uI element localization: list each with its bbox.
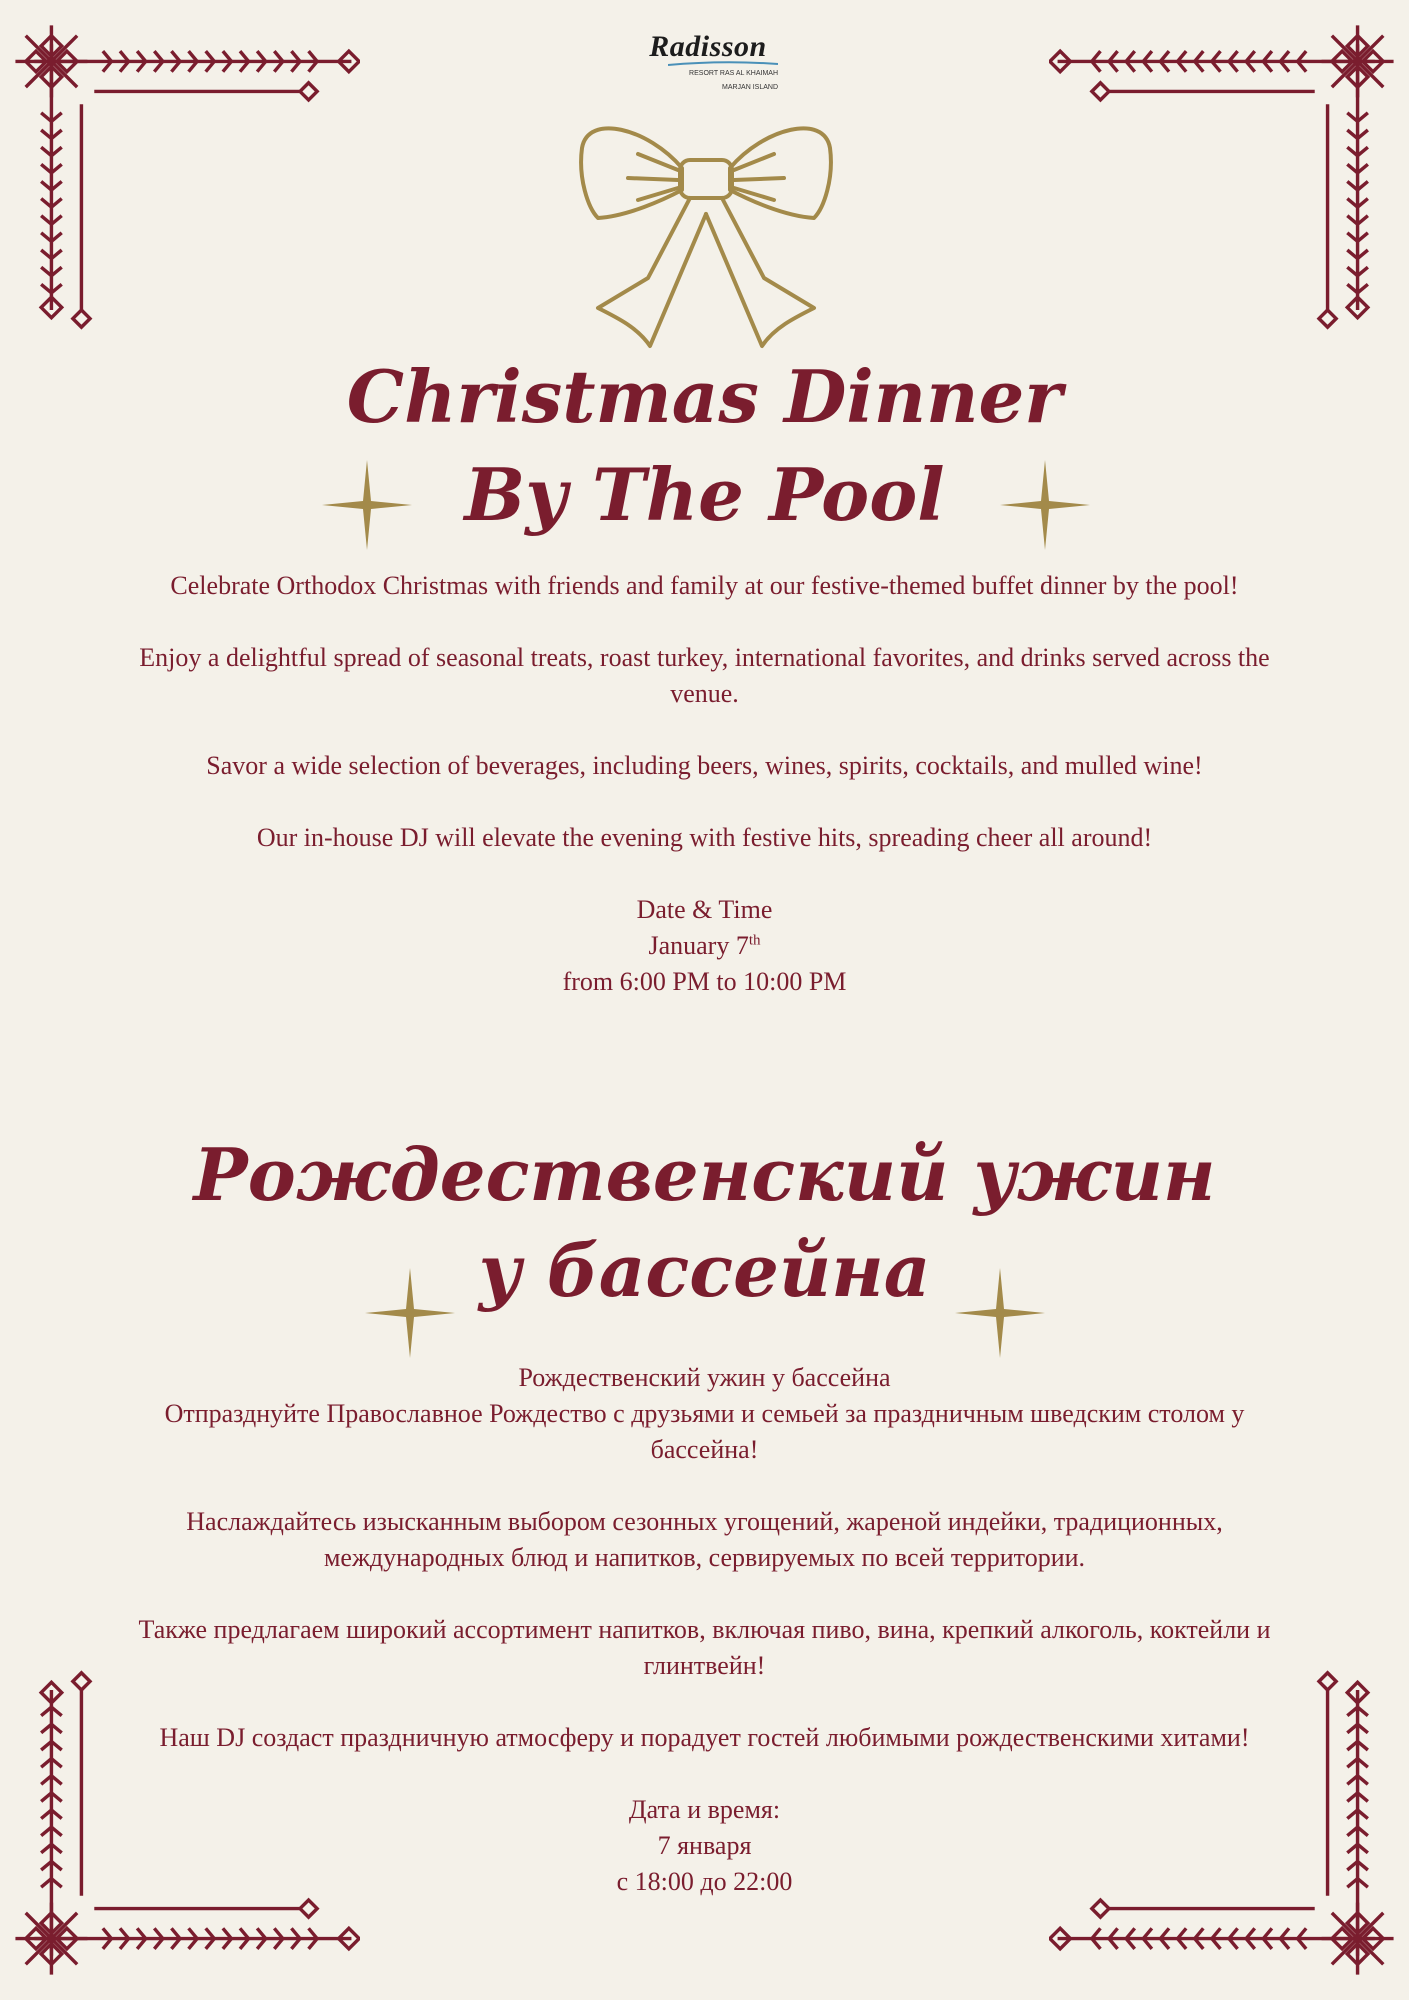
russian-description [130, 1360, 1279, 1900]
english-paragraph-3: Savor a wide selection of beverages, including beers, wines, spirits, cocktails, and mulled wine! [206, 751, 1203, 780]
russian-paragraph-1: Отпразднуйте Православное Рождество с друзьями и семьей за праздничным шведским столом у бассейна! [164, 1399, 1245, 1464]
sparkle-star-icon [322, 460, 412, 550]
english-date-suffix: th [748, 932, 761, 949]
corner-ornament-top-left [0, 0, 360, 380]
radisson-logo [628, 30, 788, 90]
sparkle-star-icon [955, 1268, 1045, 1358]
russian-date-heading: Дата и время: [628, 1795, 781, 1824]
russian-date: 7 января [657, 1831, 752, 1860]
sparkle-star-icon [365, 1268, 455, 1358]
english-paragraph-2: Enjoy a delightful spread of seasonal treats, roast turkey, international favorites, and drinks served across the venue. [139, 643, 1270, 708]
english-date-heading: Date & Time [636, 895, 773, 924]
snowflake-border-icon [0, 0, 360, 380]
russian-paragraph-3: Также предлагаем широкий ассортимент напитков, включая пиво, вина, крепкий алкоголь, коктейли и глинтвейн! [138, 1615, 1271, 1680]
gift-bow-icon [578, 118, 834, 354]
title-english-line2: By The Pool [464, 452, 945, 537]
sparkle-star-icon [1000, 460, 1090, 550]
logo-subtitle-line1: RESORT RAS AL KHAIMAH [689, 70, 778, 77]
corner-ornament-top-right [1049, 0, 1409, 380]
english-date-value: January 7 [648, 931, 749, 960]
russian-paragraph-4: Наш DJ создаст праздничную атмосферу и порадует гостей любимыми рождественскими хитами! [159, 1723, 1250, 1752]
russian-time: с 18:00 до 22:00 [616, 1867, 793, 1896]
title-russian-line1: Рождественский ужин [193, 1132, 1216, 1217]
title-english-line1: Christmas Dinner [346, 354, 1063, 439]
english-time: from 6:00 PM to 10:00 PM [562, 967, 847, 996]
logo-swoosh-icon [668, 61, 778, 67]
logo-wordmark: Radisson [649, 30, 767, 63]
snowflake-border-icon [1049, 0, 1409, 380]
english-paragraph-4: Our in-house DJ will elevate the evening with festive hits, spreading cheer all around! [256, 823, 1153, 852]
title-russian-line2: у бассейна [478, 1228, 931, 1313]
english-date [130, 928, 1279, 964]
english-paragraph-1: Celebrate Orthodox Christmas with friends and family at our festive-themed buffet dinner by the pool! [170, 571, 1239, 600]
russian-paragraph-2: Наслаждайтесь изысканным выбором сезонных угощений, жареной индейки, традиционных, международных блюд и напитков, сервируемых по всей территории. [186, 1507, 1223, 1572]
russian-subtitle: Рождественский ужин у бассейна [518, 1363, 891, 1392]
logo-subtitle-line2: MARJAN ISLAND [721, 84, 778, 91]
english-description [130, 568, 1279, 1000]
